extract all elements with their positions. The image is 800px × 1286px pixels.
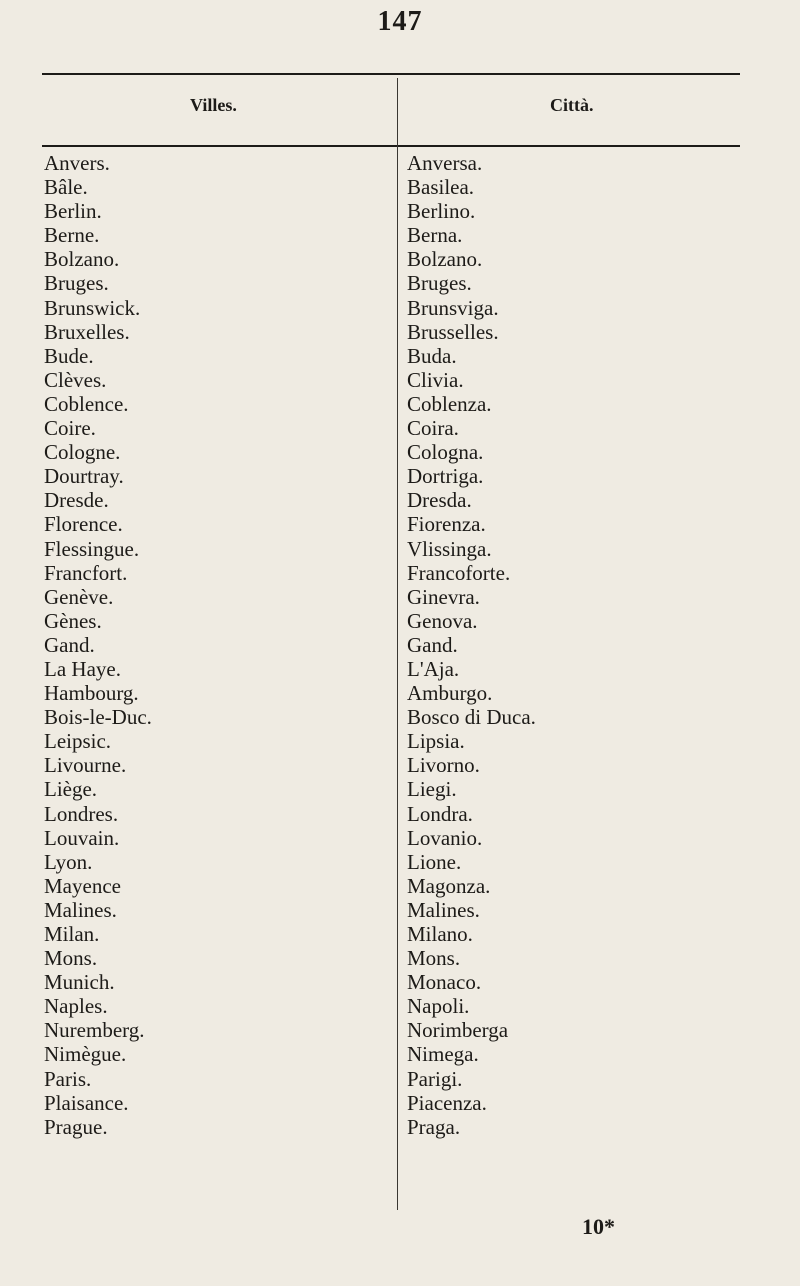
city-name-italian: Mons.	[407, 946, 461, 971]
city-name-french: Londres.	[44, 801, 119, 826]
city-name-italian: Parigi.	[407, 1066, 463, 1091]
city-name-italian: Clivia.	[407, 367, 464, 392]
city-name-french: Anvers.	[44, 151, 110, 175]
column-divider	[397, 78, 398, 1210]
city-name-french: Flessingue.	[44, 536, 140, 561]
city-name-italian: Brusselles.	[407, 319, 499, 344]
city-name-french: Munich.	[44, 970, 115, 995]
city-name-italian: Piacenza.	[407, 1090, 487, 1115]
city-name-french: Bois-le-Duc.	[44, 705, 152, 730]
french-city-list	[44, 151, 152, 1139]
city-name-italian: Monaco.	[407, 970, 482, 995]
city-name-french: Coblence.	[44, 391, 129, 416]
city-name-french: Nuremberg.	[44, 1018, 145, 1043]
city-name-french: Berne.	[44, 223, 100, 248]
city-name-french: Naples.	[44, 994, 108, 1019]
city-name-italian: Lione.	[407, 849, 462, 874]
city-name-italian: Norimberga	[407, 1018, 509, 1043]
city-name-french: Prague.	[44, 1114, 108, 1139]
city-name-french: Nimègue.	[44, 1042, 127, 1067]
city-name-french: Gand.	[44, 632, 95, 657]
city-name-italian: Londra.	[407, 801, 473, 826]
city-name-italian: Nimega.	[407, 1042, 479, 1067]
city-name-italian: Dortriga.	[407, 464, 484, 489]
city-name-french: Louvain.	[44, 825, 120, 850]
city-name-italian: Praga.	[407, 1114, 461, 1139]
city-name-italian: Fiorenza.	[407, 512, 486, 537]
city-name-italian: Anversa.	[407, 151, 483, 175]
city-name-french: Coire.	[44, 416, 96, 441]
city-name-italian: Cologna.	[407, 440, 484, 465]
city-name-italian: Buda.	[407, 343, 457, 368]
top-rule	[42, 73, 740, 75]
city-name-italian: Coblenza.	[407, 391, 492, 416]
city-name-french: Paris.	[44, 1066, 92, 1091]
column-header-citta: Città.	[550, 95, 594, 115]
city-name-french: Leipsic.	[44, 729, 112, 754]
city-name-italian: Dresda.	[407, 488, 472, 513]
city-name-italian: Vlissinga.	[407, 536, 492, 561]
city-name-italian: Amburgo.	[407, 681, 493, 706]
city-name-french: Bude.	[44, 343, 94, 368]
city-name-italian: Genova.	[407, 608, 478, 633]
city-name-italian: Livorno.	[407, 753, 480, 778]
city-name-french: Bruxelles.	[44, 319, 130, 344]
city-name-italian: Napoli.	[407, 994, 470, 1019]
city-name-french: Clèves.	[44, 367, 107, 392]
city-name-french: Bruges.	[44, 271, 109, 296]
city-name-italian: Bolzano.	[407, 247, 483, 272]
header-rule	[42, 145, 740, 147]
city-name-french: Mons.	[44, 946, 98, 971]
city-name-italian: Liegi.	[407, 777, 457, 802]
city-name-french: Liège.	[44, 777, 98, 802]
city-name-italian: Brunsviga.	[407, 295, 499, 320]
city-name-french: Mayence	[44, 873, 121, 898]
city-name-french: Bolzano.	[44, 247, 120, 272]
city-name-italian: Berlino.	[407, 199, 476, 224]
city-name-french: Dourtray.	[44, 464, 124, 489]
city-name-french: Plaisance.	[44, 1090, 129, 1115]
city-name-italian: Francoforte.	[407, 560, 511, 585]
city-name-italian: Ginevra.	[407, 584, 480, 609]
city-name-italian: Lovanio.	[407, 825, 483, 850]
city-name-italian: Basilea.	[407, 175, 475, 200]
city-name-italian: Gand.	[407, 632, 458, 657]
city-name-french: Brunswick.	[44, 295, 141, 320]
city-name-italian: Malines.	[407, 897, 480, 922]
city-name-french: Florence.	[44, 512, 123, 537]
city-name-italian: Milano.	[407, 922, 473, 946]
city-name-italian: Berna.	[407, 223, 463, 248]
city-name-french: Lyon.	[44, 849, 93, 874]
city-name-french: Genève.	[44, 584, 114, 609]
city-name-french: Livourne.	[44, 753, 127, 778]
city-name-french: Milan.	[44, 922, 100, 946]
city-name-french: Bâle.	[44, 175, 88, 200]
city-name-italian: Bruges.	[407, 271, 472, 296]
city-name-french: Dresde.	[44, 488, 109, 513]
city-name-french: Malines.	[44, 897, 117, 922]
city-name-french: Berlin.	[44, 199, 102, 224]
city-name-italian: Lipsia.	[407, 729, 465, 754]
city-name-french: Francfort.	[44, 560, 128, 585]
city-name-italian: Bosco di Duca.	[407, 705, 536, 730]
city-name-french: Cologne.	[44, 440, 121, 465]
column-header-villes: Villes.	[190, 95, 237, 115]
city-name-french: Hambourg.	[44, 681, 139, 706]
italian-city-list	[407, 151, 536, 1139]
city-name-italian: L'Aja.	[407, 656, 460, 681]
page-number: 147	[377, 6, 423, 37]
city-name-italian: Coira.	[407, 416, 459, 441]
city-name-italian: Magonza.	[407, 873, 491, 898]
city-name-french: La Haye.	[44, 656, 121, 681]
city-name-french: Gènes.	[44, 608, 102, 633]
signature-mark: 10*	[582, 1214, 615, 1239]
